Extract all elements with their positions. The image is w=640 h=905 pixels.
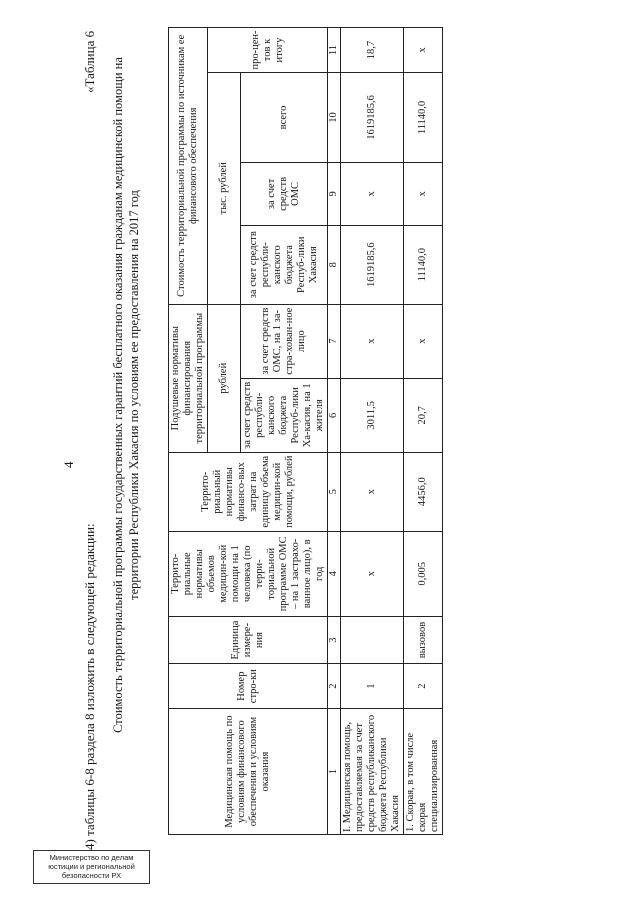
- row-cost-oms: х: [341, 162, 404, 225]
- header-pc-oms: за счет средств ОМС, на 1 за-стра-хован-ное лицо: [241, 304, 328, 378]
- col-num: 10: [328, 73, 341, 163]
- row-cost: х: [341, 452, 404, 531]
- cost-table: [168, 27, 443, 835]
- col-num: 11: [328, 28, 341, 73]
- col-num: 9: [328, 162, 341, 225]
- row-no: 1: [341, 664, 404, 709]
- row-unit: вызовов: [404, 616, 443, 663]
- header-row-no: Номер стро-ки: [169, 664, 328, 709]
- page-number: 4: [61, 461, 76, 468]
- row-cost-total: 11140,0: [404, 73, 443, 163]
- col-num: 4: [328, 531, 341, 616]
- row-unit: [341, 616, 404, 663]
- row-pc-budget: 20,7: [404, 378, 443, 452]
- header-row-1: [169, 28, 208, 835]
- header-thous-rubles: тыс. рублей: [208, 73, 241, 305]
- row-cost-total: 1619185,6: [341, 73, 404, 163]
- header-conditions: Медицинская помощь по условиям финансового обеспечения и условиям оказания: [169, 709, 328, 835]
- col-num: 6: [328, 378, 341, 452]
- row-name: 1. Скорая, в том числе скорая специализированная: [404, 709, 443, 835]
- header-norm-volume: Террито-риальные нормативы объемов медицин-кой помощи на 1 человека (по терри-ториальной программе ОМС – на 1 застрахо-ванное лицо), в год: [169, 531, 328, 616]
- header-pc-budget: за счет средств республи-канского бюджета Респуб-лики Ха-касия, на 1 жителя: [241, 378, 328, 452]
- header-cost-total: всего: [241, 73, 328, 163]
- col-num: 1: [328, 709, 341, 835]
- header-cost-oms: за счет средств ОМС: [241, 162, 328, 225]
- table-title: Стоимость территориальной программы государственных гарантий бесплатного оказания гражданам медицинской помощи на территории Республики Хакасия по условиям ее предоставления на 2017 год: [111, 57, 141, 733]
- header-norm-cost: Террито-риальный нормативы финансо-вых затрат на единицу объема медицин-кой помощи, рублей: [169, 452, 328, 531]
- row-cost-budget: 1619185,6: [341, 225, 404, 304]
- col-num: 7: [328, 304, 341, 378]
- col-num: 3: [328, 616, 341, 663]
- row-cost-budget: 11140,0: [404, 225, 443, 304]
- row-pc-budget: 3011,5: [341, 378, 404, 452]
- table-row: [341, 28, 404, 835]
- row-percent: 18,7: [341, 28, 404, 73]
- header-unit: Единица измере-ния: [169, 616, 328, 663]
- col-num: 2: [328, 664, 341, 709]
- header-percent: про-цен-тов к итогу: [208, 28, 328, 73]
- table-label: «Таблица 6: [82, 30, 97, 93]
- row-cost-oms: х: [404, 162, 443, 225]
- header-cost-budget: за счет средств республи-канского бюджета Респуб-лики Хакасия: [241, 225, 328, 304]
- table-row: [404, 28, 443, 835]
- row-percent: х: [404, 28, 443, 73]
- row-pc-oms: х: [341, 304, 404, 378]
- col-num: 8: [328, 225, 341, 304]
- column-number-row: [328, 28, 341, 835]
- row-no: 2: [404, 664, 443, 709]
- row-volume: х: [341, 531, 404, 616]
- row-pc-oms: х: [404, 304, 443, 378]
- header-cost-by-source: Стоимость территориальной программы по источникам ее финансового обеспечения: [169, 28, 208, 305]
- header-per-capita: Подушевые нормативы финансирования территориальной программы: [169, 304, 208, 452]
- row-name: I. Медицинская помощь, предоставляемая за счет средств республиканского бюджета Республики Хакасия: [341, 709, 404, 835]
- intro-text: 4) таблицы 6-8 раздела 8 изложить в следующей редакции:: [82, 523, 97, 850]
- row-volume: 0,005: [404, 531, 443, 616]
- row-cost: 4456,0: [404, 452, 443, 531]
- ministry-stamp: Министерство по делам юстиции и региональной безопасности РХ: [33, 850, 150, 884]
- col-num: 5: [328, 452, 341, 531]
- header-rubles: рублей: [208, 304, 241, 452]
